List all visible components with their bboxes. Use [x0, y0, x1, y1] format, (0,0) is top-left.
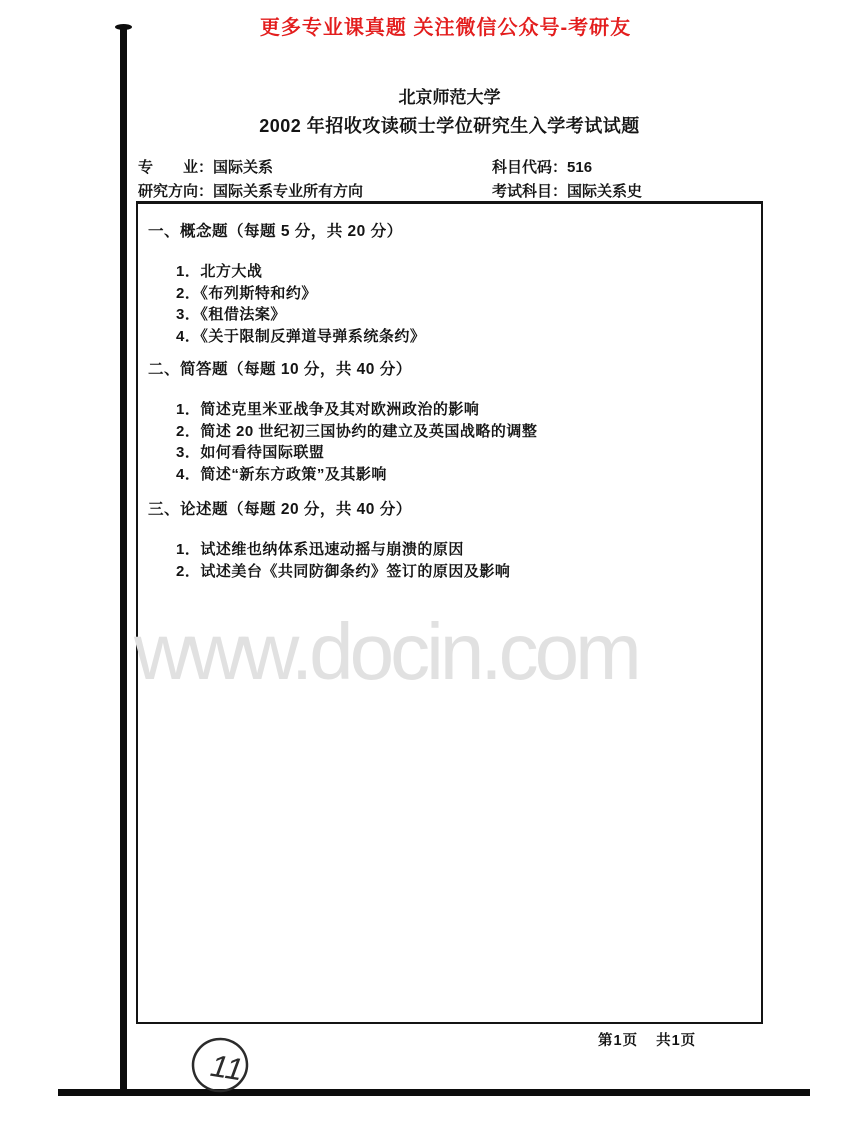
question-list [148, 399, 748, 485]
total-pages: 共1页 [656, 1033, 697, 1049]
university-name: 北京师范大学 [398, 88, 501, 107]
question-item: 1．北方大战 [176, 263, 263, 280]
question-item: 3．如何看待国际联盟 [176, 444, 325, 461]
exam-title: 2002 年招收攻读硕士学位研究生入学考试试题 [259, 116, 640, 136]
research-direction-value: 国际关系专业所有方向 [213, 183, 364, 200]
question-item: 2．试述美台《共同防御条约》签订的原因及影响 [176, 562, 511, 580]
section-heading [148, 500, 748, 520]
docin-watermark: www.docin.com [134, 607, 638, 696]
question-item: 4．简述“新东方政策”及其影响 [176, 465, 387, 483]
section-title: 二、简答题 [148, 361, 229, 378]
handwritten-circled-mark [184, 1034, 258, 1098]
section-score-note: （每题 10 分，共 40 分） [228, 361, 412, 378]
section-score-note: （每题 20 分，共 40 分） [228, 501, 412, 518]
section-short-answer [148, 360, 748, 485]
exam-subject-label: 考试科目： [492, 183, 568, 200]
question-item: 4．《关于限制反弹道导弹系统条约》 [176, 327, 426, 345]
question-item: 1．试述维也纳体系迅速动摇与崩溃的原因 [176, 541, 464, 558]
question-item: 1．简述克里米亚战争及其对欧洲政治的影响 [176, 401, 480, 418]
subject-code-label: 科目代码： [492, 159, 568, 176]
major-value: 国际关系 [213, 159, 274, 176]
section-essay [148, 500, 748, 582]
handwritten-number: 11 [208, 1047, 246, 1088]
question-item: 3．《租借法案》 [176, 306, 286, 323]
section-heading [148, 222, 748, 242]
question-list [148, 261, 748, 347]
scan-binding-bar [120, 28, 127, 1092]
section-concept-terms [148, 222, 748, 347]
major-label: 专 业： [138, 159, 214, 176]
page-footer [598, 1029, 696, 1050]
section-heading [148, 360, 748, 380]
section-title: 三、论述题 [148, 501, 229, 518]
research-direction-label: 研究方向： [138, 183, 214, 200]
exam-subject-value: 国际关系史 [567, 183, 643, 200]
meta-row-1 [138, 156, 763, 180]
page-number: 第1页 [598, 1033, 639, 1049]
section-title: 一、概念题 [148, 223, 229, 240]
subject-code-value: 516 [567, 159, 593, 176]
question-item: 2．《布列斯特和约》 [176, 284, 317, 302]
question-item: 2．简述 20 世纪初三国协约的建立及英国战略的调整 [176, 422, 538, 440]
promo-banner: 更多专业课真题 关注微信公众号-考研友 [259, 17, 632, 39]
scan-edge-bar-bottom [58, 1089, 810, 1096]
section-score-note: （每题 5 分，共 20 分） [228, 223, 403, 240]
question-list [148, 539, 748, 582]
title-block [136, 84, 763, 140]
exam-meta [138, 156, 763, 204]
